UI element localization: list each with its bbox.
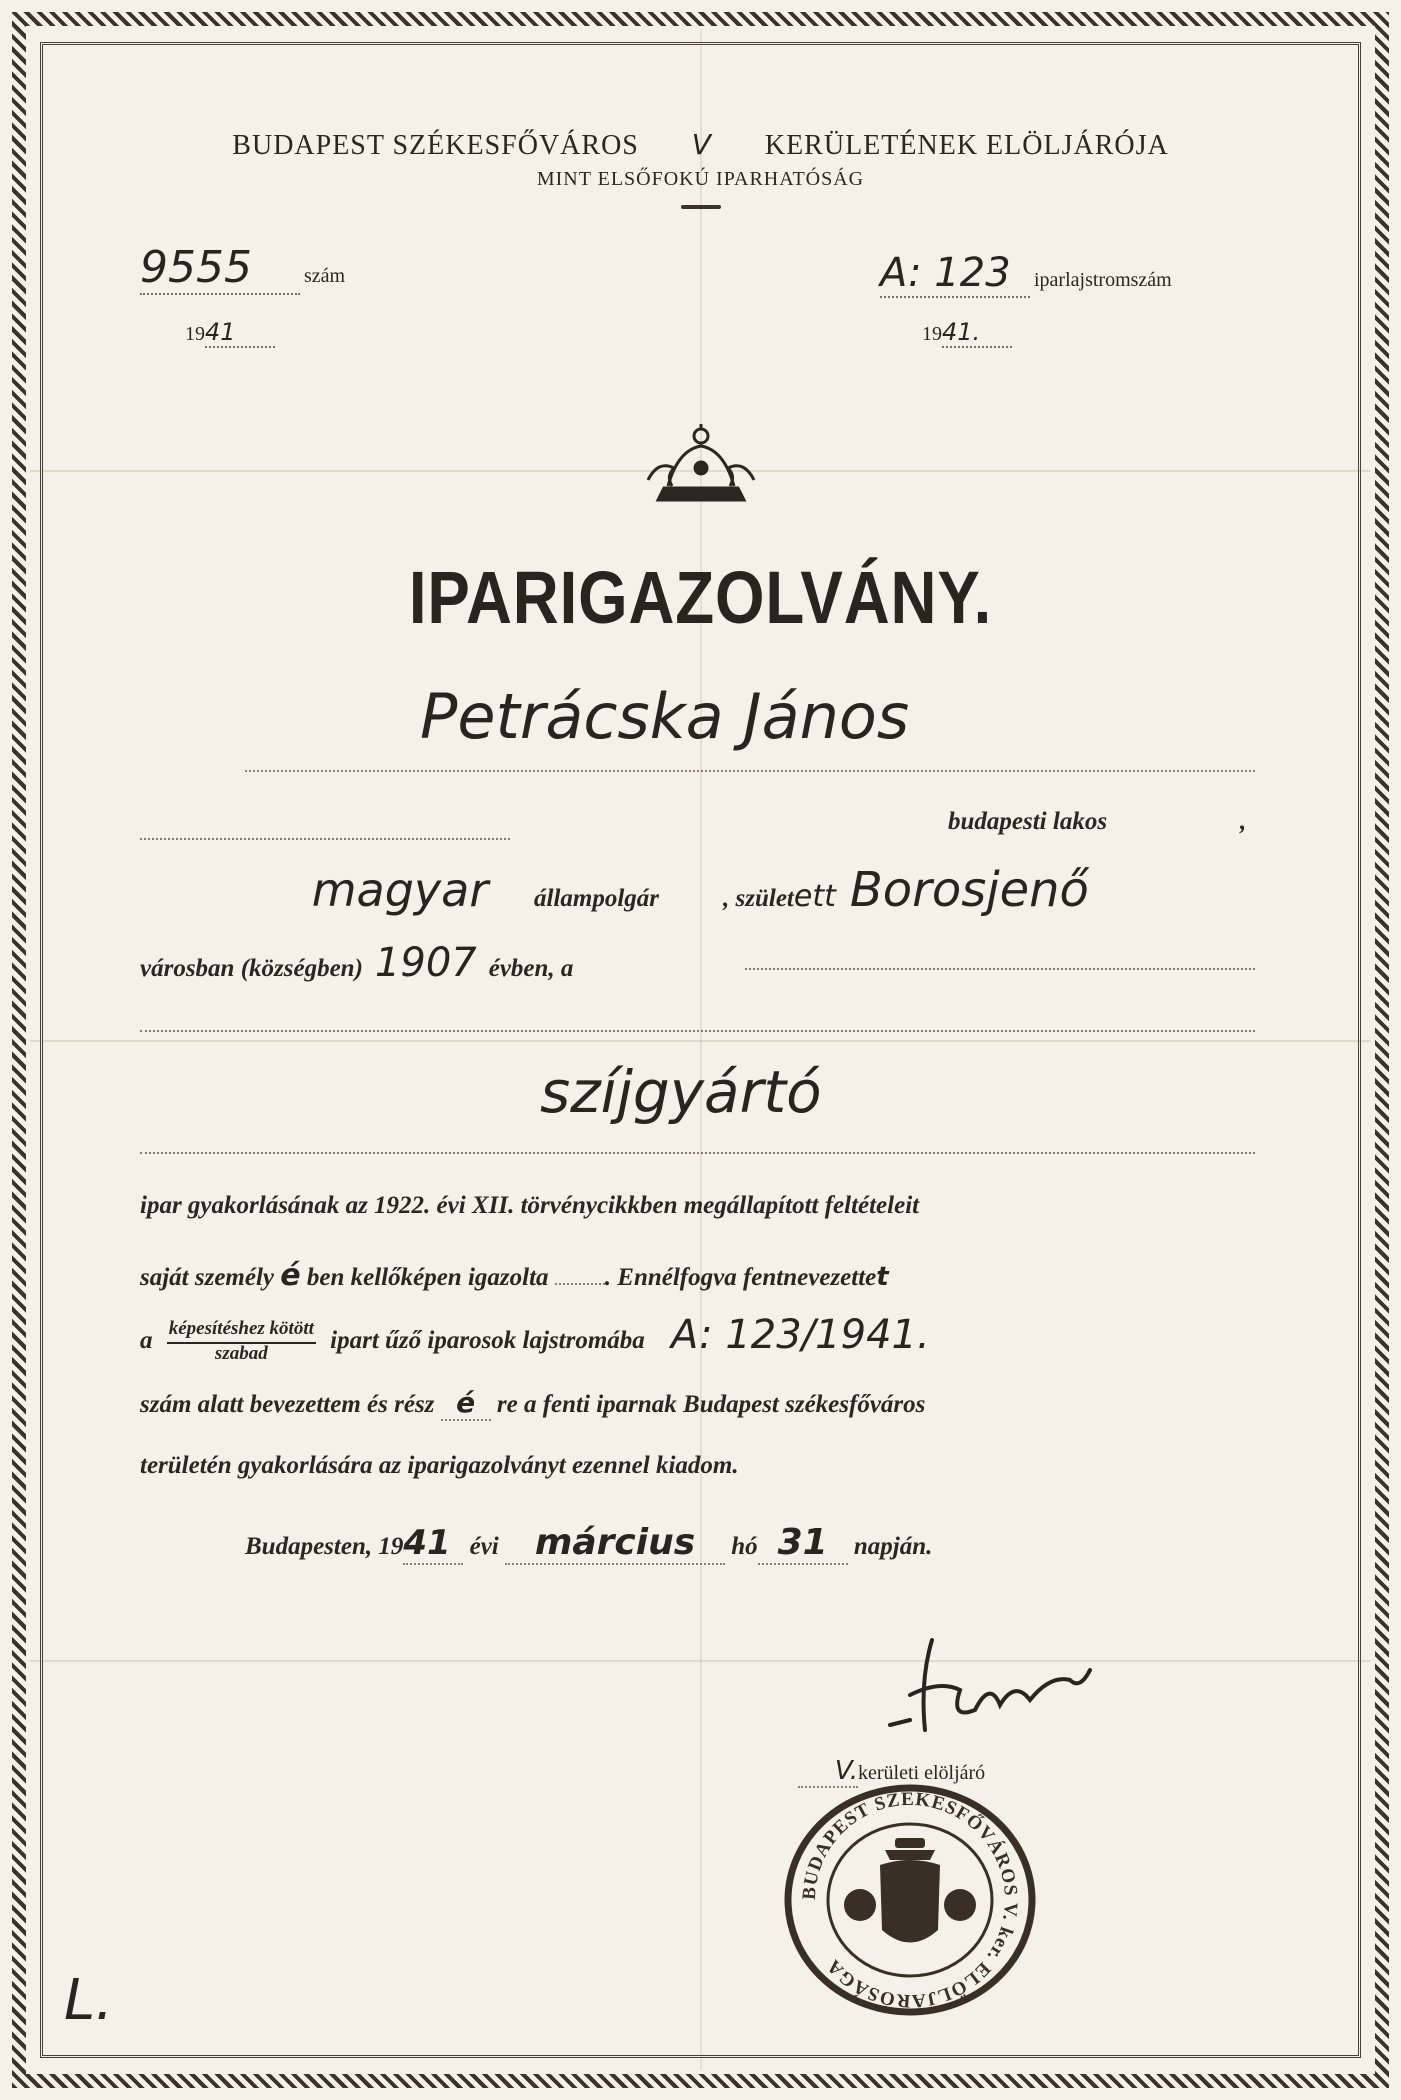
verification-hand-1: é — [280, 1258, 301, 1293]
date-text-b: évi — [469, 1533, 499, 1560]
year-prefix: 19 — [185, 323, 205, 345]
fraction-top: képesítéshez kötött — [167, 1319, 316, 1344]
official-signature — [880, 1620, 1110, 1750]
date-text-a: Budapesten, 19 — [245, 1533, 404, 1560]
verification-text-b: ben kellőképen igazolta — [306, 1264, 549, 1291]
crown-emblem-icon — [638, 420, 764, 510]
document-number — [140, 242, 345, 295]
date-text-d: napján. — [853, 1533, 933, 1560]
nationality-value: magyar — [311, 863, 489, 917]
document-year — [185, 318, 275, 348]
margin-initial: L. — [64, 1968, 113, 2033]
entry-text-a: szám alatt bevezettem és rész — [140, 1391, 435, 1418]
trade-type-fraction — [167, 1319, 316, 1365]
year-value: 41 — [205, 318, 275, 348]
birth-year-value: 1907 — [374, 940, 477, 986]
entry-hand: é — [441, 1386, 491, 1421]
verification-line — [140, 1258, 1260, 1293]
law-reference-line: ipar gyakorlásának az 1922. évi XII. törvénycikkben megállapított feltételeit — [140, 1192, 920, 1219]
dotted-line — [745, 968, 1255, 970]
header-subtitle: MINT ELSŐFOKÚ IPARHATÓSÁG — [536, 168, 865, 190]
register-entry-value: A: 123/1941. — [671, 1312, 930, 1358]
dotted-line — [245, 770, 1255, 772]
signatory-district: V. — [798, 1756, 858, 1788]
dotted-line — [140, 1152, 1255, 1154]
register-number-label: iparlajstromszám — [1034, 269, 1172, 291]
trade-value: szíjgyártó — [540, 1058, 822, 1126]
verification-text-c: . Ennélfogva fentnevezette — [604, 1264, 877, 1291]
header-city: BUDAPEST SZÉKESFŐVÁROS — [232, 130, 639, 161]
date-text-c: hó — [731, 1533, 758, 1560]
seal-ring-text: BUDAPEST SZÉKESFŐVÁROS V. ker. ELÖLJÁRÓSÁGA — [798, 1788, 1022, 2012]
register-year — [922, 318, 1012, 348]
residence-text: budapesti lakos — [948, 808, 1108, 835]
date-line — [245, 1522, 1365, 1565]
document-number-value: 9555 — [140, 242, 300, 295]
entry-text-b: re a fenti iparnak Budapest székesfőváros — [496, 1391, 926, 1418]
citizenship-line — [140, 862, 1260, 918]
register-text-b: ipart űző iparosok lajstromába — [330, 1327, 645, 1354]
date-month-value: március — [505, 1522, 725, 1565]
date-year-value: 41 — [403, 1523, 463, 1565]
issuance-line: területén gyakorlására az iparigazolványt ezennel kiadom. — [140, 1452, 739, 1479]
date-day-value: 31 — [758, 1522, 848, 1565]
dotted-line — [140, 838, 510, 840]
city-label: városban (községben) — [140, 955, 363, 982]
dotted-line — [140, 1030, 1255, 1032]
register-year-prefix: 19 — [922, 323, 942, 345]
signatory-title: kerületi elöljáró — [858, 1762, 986, 1784]
born-label: , szület — [723, 885, 794, 912]
entry-line — [140, 1386, 1260, 1421]
citizen-label: állampolgár — [534, 885, 660, 912]
header-office: KERÜLETÉNEK ELÖLJÁRÓJA — [764, 130, 1169, 161]
issuing-authority — [0, 128, 1401, 209]
paper-fold — [700, 30, 702, 2070]
verification-hand-2: t — [876, 1262, 889, 1292]
register-line — [140, 1312, 1260, 1365]
verification-text-a: saját személy — [140, 1264, 275, 1291]
birth-year-line — [140, 940, 1260, 986]
register-number — [880, 250, 1172, 298]
holder-name: Petrácska János — [420, 680, 910, 753]
register-year-value: 41. — [942, 318, 1012, 348]
fraction-bottom: szabad — [214, 1343, 268, 1365]
register-number-value: A: 123 — [880, 250, 1030, 298]
born-suffix: ett — [793, 879, 836, 914]
birthplace-value: Borosjenő — [849, 862, 1089, 918]
register-text-a: a — [140, 1327, 153, 1354]
header-divider — [681, 205, 721, 209]
year-label: évben, a — [488, 955, 574, 982]
district-number-handwritten: V — [691, 128, 712, 161]
document-number-label: szám — [304, 265, 346, 287]
official-seal-stamp — [780, 1780, 1040, 2020]
document-title: IPARIGAZOLVÁNY. — [408, 556, 993, 639]
